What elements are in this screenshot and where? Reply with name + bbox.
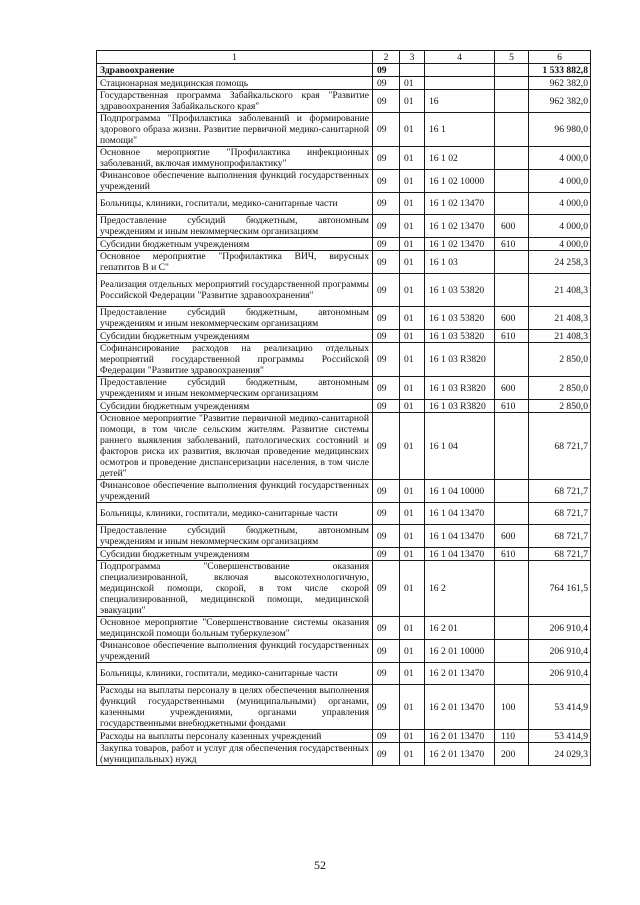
column-header: 5 [495,51,529,64]
row-expense-type [495,617,529,640]
row-expense-type [495,147,529,170]
row-amount: 2 850,0 [529,343,591,377]
row-target-code: 16 1 02 13470 [425,238,495,251]
row-amount: 24 258,3 [529,251,591,274]
row-subsection: 01 [400,525,425,548]
row-section: 09 [373,548,400,561]
column-header: 1 [97,51,373,64]
budget-table [96,50,591,766]
row-expense-type: 110 [495,730,529,743]
row-expense-type: 610 [495,238,529,251]
row-name: Основное мероприятие "Профилактика ВИЧ, вирусных гепатитов В и С" [97,251,373,274]
table-row [97,730,591,743]
table-row [97,503,591,525]
row-section: 09 [373,170,400,193]
row-expense-type [495,561,529,617]
row-name: Расходы на выплаты персоналу в целях обеспечения выполнения функций государственными (муниципальными) органами, казенными учреждениями, органами управления государственными внебюджетными фондами [97,685,373,730]
row-target-code: 16 1 02 13470 [425,193,495,215]
row-expense-type: 610 [495,548,529,561]
row-section: 09 [373,663,400,685]
table-row [97,525,591,548]
row-section: 09 [373,90,400,113]
row-amount: 68 721,7 [529,413,591,480]
row-subsection: 01 [400,343,425,377]
table-row [97,400,591,413]
row-target-code: 16 2 01 13470 [425,685,495,730]
row-name: Подпрограмма "Профилактика заболеваний и формирование здорового образа жизни. Развитие первичной медико-санитарной помощи" [97,113,373,147]
row-amount: 4 000,0 [529,238,591,251]
row-expense-type [495,274,529,307]
row-amount: 1 533 882,8 [529,64,591,77]
row-amount: 2 850,0 [529,400,591,413]
row-name: Субсидии бюджетным учреждениям [97,400,373,413]
row-expense-type: 600 [495,307,529,330]
row-name: Предоставление субсидий бюджетным, автономным учреждениям и иным некоммерческим организациям [97,525,373,548]
row-subsection: 01 [400,730,425,743]
row-subsection: 01 [400,743,425,766]
row-subsection: 01 [400,480,425,503]
table-row [97,77,591,90]
row-amount: 68 721,7 [529,548,591,561]
row-amount: 4 000,0 [529,147,591,170]
row-amount: 21 408,3 [529,274,591,307]
row-subsection: 01 [400,400,425,413]
table-row [97,343,591,377]
row-subsection: 01 [400,413,425,480]
row-expense-type [495,90,529,113]
row-name: Больницы, клиники, госпитали, медико-санитарные части [97,663,373,685]
row-amount: 53 414,9 [529,685,591,730]
row-amount: 2 850,0 [529,377,591,400]
row-subsection: 01 [400,147,425,170]
row-section: 09 [373,343,400,377]
row-name: Субсидии бюджетным учреждениям [97,238,373,251]
row-name: Основное мероприятие "Развитие первичной медико-санитарной помощи, в том числе сельским жителям. Развитие системы раннего выявления заболеваний, патологических состояний и факторов риска их развития, включая проведение медицинских осмотров и проведение диспансеризации населения, в том числе детей" [97,413,373,480]
row-target-code: 16 2 01 13470 [425,743,495,766]
table-row [97,238,591,251]
row-expense-type: 100 [495,685,529,730]
row-amount: 764 161,5 [529,561,591,617]
row-expense-type [495,77,529,90]
row-section: 09 [373,147,400,170]
row-subsection: 01 [400,170,425,193]
row-subsection: 01 [400,90,425,113]
row-amount: 4 000,0 [529,170,591,193]
row-section: 09 [373,503,400,525]
table-row [97,170,591,193]
row-section: 09 [373,113,400,147]
row-target-code: 16 1 04 [425,413,495,480]
row-expense-type: 600 [495,215,529,238]
table-row [97,617,591,640]
row-section: 09 [373,561,400,617]
row-section: 09 [373,238,400,251]
row-amount: 206 910,4 [529,663,591,685]
row-subsection: 01 [400,503,425,525]
row-subsection: 01 [400,193,425,215]
row-target-code [425,77,495,90]
row-name: Предоставление субсидий бюджетным, автономным учреждениям и иным некоммерческим организациям [97,215,373,238]
row-target-code: 16 1 04 13470 [425,548,495,561]
row-section: 09 [373,640,400,663]
row-expense-type [495,480,529,503]
row-target-code: 16 1 04 13470 [425,503,495,525]
row-target-code: 16 2 01 13470 [425,663,495,685]
row-name: Финансовое обеспечение выполнения функций государственных учреждений [97,480,373,503]
row-section: 09 [373,274,400,307]
table-row [97,743,591,766]
row-expense-type [495,170,529,193]
row-target-code: 16 1 03 53820 [425,330,495,343]
row-target-code: 16 1 03 [425,251,495,274]
table-row [97,685,591,730]
row-target-code: 16 1 04 13470 [425,525,495,548]
row-section: 09 [373,685,400,730]
row-subsection: 01 [400,617,425,640]
row-name: Здравоохранение [97,64,373,77]
row-expense-type: 600 [495,525,529,548]
row-section: 09 [373,215,400,238]
row-target-code: 16 1 03 R3820 [425,400,495,413]
row-amount: 4 000,0 [529,215,591,238]
row-expense-type [495,413,529,480]
row-amount: 962 382,0 [529,90,591,113]
row-target-code: 16 [425,90,495,113]
row-subsection: 01 [400,251,425,274]
row-name: Основное мероприятие "Совершенствование системы оказания медицинской помощи больным туберкулезом" [97,617,373,640]
row-expense-type: 610 [495,400,529,413]
row-target-code: 16 1 03 R3820 [425,343,495,377]
row-target-code: 16 1 [425,113,495,147]
row-amount: 206 910,4 [529,640,591,663]
row-expense-type [495,663,529,685]
page-content [96,50,590,766]
row-amount: 24 029,3 [529,743,591,766]
table-row [97,64,591,77]
row-target-code: 16 1 03 R3820 [425,377,495,400]
row-amount: 68 721,7 [529,480,591,503]
row-subsection: 01 [400,330,425,343]
row-subsection: 01 [400,307,425,330]
row-expense-type: 610 [495,330,529,343]
row-expense-type [495,251,529,274]
table-row [97,90,591,113]
row-target-code: 16 2 01 13470 [425,730,495,743]
row-subsection [400,64,425,77]
table-row [97,251,591,274]
row-amount: 21 408,3 [529,307,591,330]
row-name: Предоставление субсидий бюджетным, автономным учреждениям и иным некоммерческим организациям [97,377,373,400]
row-name: Софинансирование расходов на реализацию отдельных мероприятий государственной программы Российской Федерации "Развитие здравоохранения" [97,343,373,377]
table-row [97,548,591,561]
row-section: 09 [373,400,400,413]
row-section: 09 [373,617,400,640]
row-section: 09 [373,77,400,90]
row-section: 09 [373,64,400,77]
row-subsection: 01 [400,238,425,251]
table-header-row [97,51,591,64]
page-number: 52 [314,858,326,872]
row-amount: 68 721,7 [529,525,591,548]
row-section: 09 [373,377,400,400]
row-subsection: 01 [400,377,425,400]
row-name: Субсидии бюджетным учреждениям [97,330,373,343]
row-expense-type [495,503,529,525]
row-expense-type: 200 [495,743,529,766]
row-name: Больницы, клиники, госпитали, медико-санитарные части [97,193,373,215]
row-name: Подпрограмма "Совершенствование оказания специализированной, включая высокотехнологичную, медицинской помощи, скорой, в том числе скорой специализированной, медицинской помощи, медицинской эвакуации" [97,561,373,617]
row-name: Закупка товаров, работ и услуг для обеспечения государственных (муниципальных) нужд [97,743,373,766]
table-row [97,413,591,480]
row-expense-type [495,64,529,77]
row-name: Стационарная медицинская помощь [97,77,373,90]
row-expense-type [495,193,529,215]
row-section: 09 [373,480,400,503]
row-subsection: 01 [400,113,425,147]
row-section: 09 [373,307,400,330]
column-header: 3 [400,51,425,64]
row-target-code: 16 1 03 53820 [425,274,495,307]
table-row [97,274,591,307]
row-subsection: 01 [400,663,425,685]
row-expense-type [495,343,529,377]
table-row [97,561,591,617]
table-row [97,113,591,147]
row-amount: 53 414,9 [529,730,591,743]
row-subsection: 01 [400,561,425,617]
row-target-code: 16 1 02 13470 [425,215,495,238]
row-target-code [425,64,495,77]
row-target-code: 16 1 04 10000 [425,480,495,503]
column-header: 2 [373,51,400,64]
row-amount: 962 382,0 [529,77,591,90]
row-amount: 68 721,7 [529,503,591,525]
row-target-code: 16 1 03 53820 [425,307,495,330]
row-target-code: 16 2 01 10000 [425,640,495,663]
row-name: Расходы на выплаты персоналу казенных учреждений [97,730,373,743]
row-name: Больницы, клиники, госпитали, медико-санитарные части [97,503,373,525]
table-row [97,480,591,503]
row-subsection: 01 [400,274,425,307]
row-subsection: 01 [400,548,425,561]
row-name: Реализация отдельных мероприятий государственной программы Российской Федерации "Развитие здравоохранения" [97,274,373,307]
row-expense-type: 600 [495,377,529,400]
row-target-code: 16 1 02 [425,147,495,170]
row-subsection: 01 [400,77,425,90]
row-target-code: 16 1 02 10000 [425,170,495,193]
table-row [97,215,591,238]
row-amount: 96 980,0 [529,113,591,147]
row-name: Государственная программа Забайкальского края "Развитие здравоохранения Забайкальского края" [97,90,373,113]
row-section: 09 [373,251,400,274]
column-header: 6 [529,51,591,64]
row-amount: 206 910,4 [529,617,591,640]
table-row [97,330,591,343]
table-row [97,147,591,170]
row-subsection: 01 [400,685,425,730]
table-row [97,377,591,400]
row-expense-type [495,640,529,663]
row-name: Субсидии бюджетным учреждениям [97,548,373,561]
row-section: 09 [373,330,400,343]
table-row [97,663,591,685]
row-subsection: 01 [400,215,425,238]
table-row [97,640,591,663]
row-section: 09 [373,413,400,480]
row-section: 09 [373,730,400,743]
table-row [97,307,591,330]
row-name: Основное мероприятие "Профилактика инфекционных заболеваний, включая иммунопрофилактику" [97,147,373,170]
row-section: 09 [373,525,400,548]
row-name: Предоставление субсидий бюджетным, автономным учреждениям и иным некоммерческим организациям [97,307,373,330]
row-amount: 4 000,0 [529,193,591,215]
row-amount: 21 408,3 [529,330,591,343]
column-header: 4 [425,51,495,64]
row-name: Финансовое обеспечение выполнения функций государственных учреждений [97,640,373,663]
table-row [97,193,591,215]
row-target-code: 16 2 [425,561,495,617]
row-section: 09 [373,743,400,766]
row-expense-type [495,113,529,147]
row-target-code: 16 2 01 [425,617,495,640]
row-subsection: 01 [400,640,425,663]
row-name: Финансовое обеспечение выполнения функций государственных учреждений [97,170,373,193]
row-section: 09 [373,193,400,215]
